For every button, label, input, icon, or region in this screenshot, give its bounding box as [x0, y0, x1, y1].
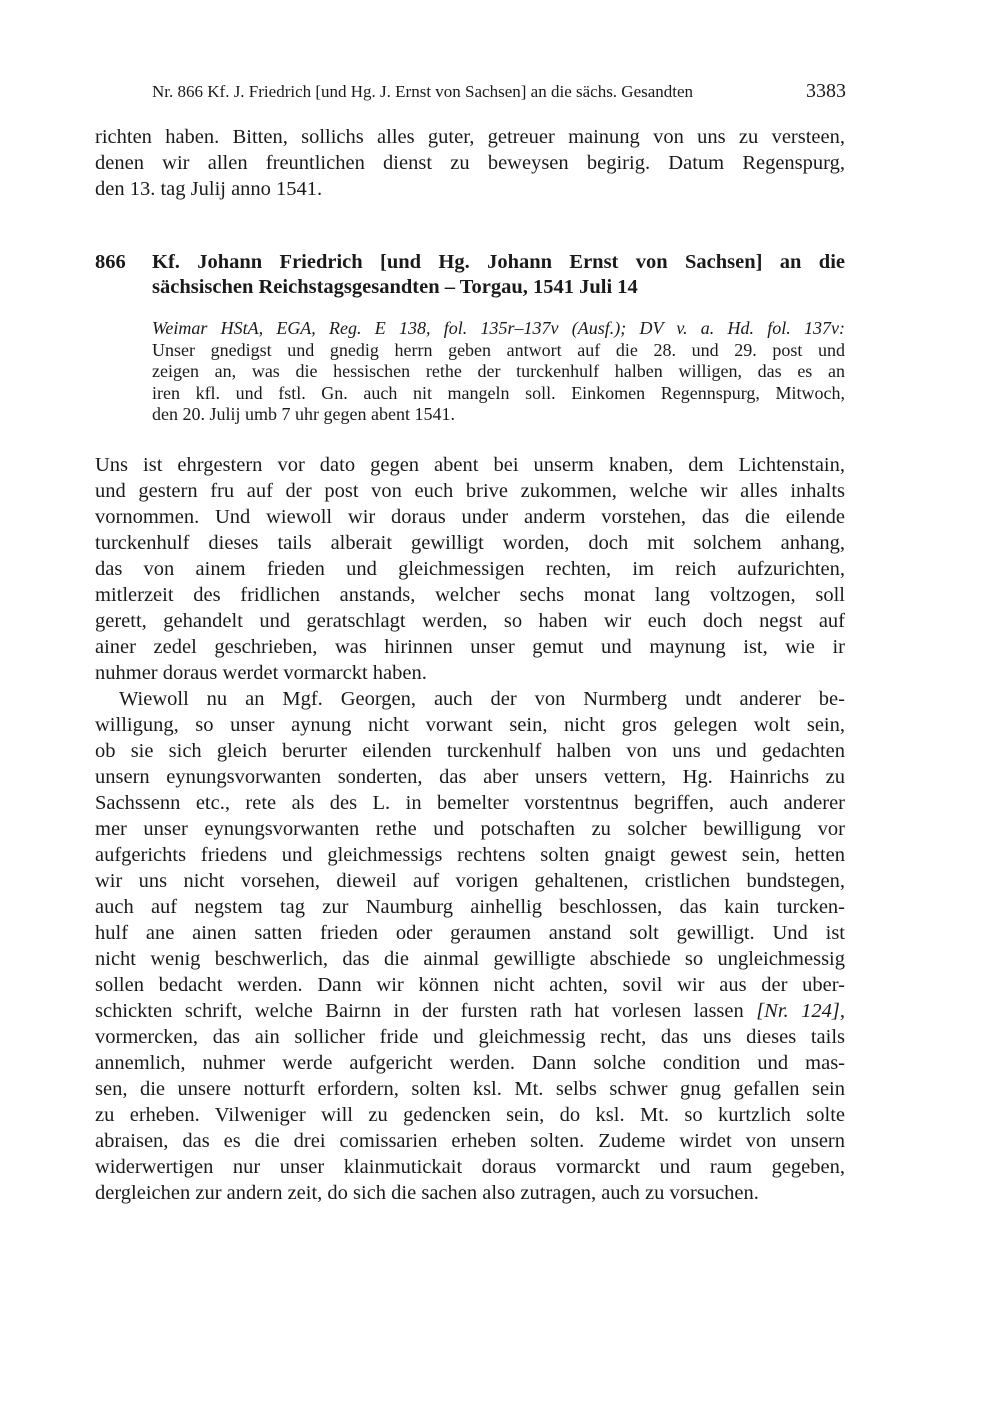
- source-line: iren kfl. und fstl. Gn. auch nit mangeln soll. Einkomen Regennspurg, Mitwoch,: [152, 382, 845, 403]
- text-line: Sachssenn etc., rete als des L. in bemelter vorstentnus begriffen, auch anderer: [95, 792, 845, 814]
- text-line: den 13. tag Julij anno 1541.: [95, 178, 323, 200]
- paragraph-2: [95, 686, 845, 1206]
- text-line: turckenhulf dieses tails alberait gewilligt worden, doch mit solchem anhang,: [95, 532, 845, 554]
- text-line: dergleichen zur andern zeit, do sich die sachen also zutragen, auch zu vorsuchen.: [95, 1182, 759, 1204]
- text-line: annemlich, nuhmer werde aufgericht werden. Dann solche condition und mas-: [95, 1052, 845, 1074]
- source-line: den 20. Julij umb 7 uhr gegen abent 1541.: [152, 404, 455, 424]
- text-line: vormercken, das ain sollicher fride und gleichmessig recht, das uns dieses tails: [95, 1026, 845, 1048]
- source-note: [152, 318, 845, 426]
- text-line: richten haben. Bitten, sollichs alles guter, getreuer mainung von uns zu versteen,: [95, 126, 845, 148]
- document-number: 866: [95, 251, 126, 273]
- text-line: sen, die unsere notturft erfordern, solten ksl. Mt. selbs schwer gnug gefallen sein: [95, 1078, 845, 1100]
- text-line: Wiewoll nu an Mgf. Georgen, auch der von Nurmberg undt anderer be-: [119, 688, 845, 710]
- heading-line: sächsischen Reichstagsgesandten – Torgau, 1541 Juli 14: [152, 276, 638, 298]
- source-line: zeigen an, was die hessischen rethe der turckenhulf halben willigen, das es an: [152, 361, 845, 381]
- text-line: denen wir allen freuntlichen dienst zu beweysen begirig. Datum Regenspurg,: [95, 152, 845, 174]
- text-line: abraisen, das es die drei comissarien erheben solten. Zudeme wirdet von unsern: [95, 1130, 845, 1152]
- text-line: mitlerzeit des fridlichen anstands, welcher sechs monat lang voltzogen, soll: [95, 584, 845, 606]
- text-line: aufgerichts friedens und gleichmessigs rechtens solten gnaigt gewest sein, hetten: [95, 844, 845, 866]
- text-line: nuhmer doraus werdet vormarckt haben.: [95, 662, 427, 684]
- text-line: gerett, gehandelt und geratschlagt werden, so haben wir euch doch negst auf: [95, 610, 845, 632]
- text-line: zu erheben. Vilweniger will zu gedencken sein, do ksl. Mt. so kurtzlich solte: [95, 1104, 845, 1126]
- running-header: [152, 80, 846, 103]
- text-line: schickten schrift, welche Bairnn in der fursten rath hat vorlesen lassen [Nr. 124],: [95, 1000, 845, 1022]
- source-citation: Weimar HStA, EGA, Reg. E 138, fol. 135r–137v (Ausf.); DV v. a. Hd. fol. 137v:: [152, 318, 845, 338]
- page-number: 3383: [806, 80, 846, 102]
- text-line: willigung, so unser aynung nicht vorwant sein, nicht gros gelegen wolt sein,: [95, 714, 845, 736]
- text-line: sollen bedacht werden. Dann wir können nicht achten, sovil wir aus der uber-: [95, 974, 845, 996]
- previous-document-ending: [95, 124, 845, 202]
- text-line: vornommen. Und wiewoll wir doraus under anderm vorstehen, das die eilende: [95, 506, 845, 528]
- text-line: nicht wenig beschwerlich, das die ainmal gewilligte abschiede so ungleichmessig: [95, 948, 845, 970]
- cross-reference: [Nr. 124]: [756, 1000, 840, 1022]
- paragraph-1: [95, 452, 845, 686]
- text-line: ainer zedel geschrieben, was hirinnen unser gemut und maynung ist, wie ir: [95, 636, 845, 658]
- running-title: Nr. 866 Kf. J. Friedrich [und Hg. J. Ernst von Sachsen] an die sächs. Gesandten: [152, 82, 694, 101]
- text-line: mer unser eynungsvorwanten rethe und potschaften zu solcher bewilligung vor: [95, 818, 845, 840]
- text-line: ob sie sich gleich berurter eilenden turckenhulf halben von uns und gedachten: [95, 740, 845, 762]
- text-line: unsern eynungsvorwanten sonderten, das aber unsers vettern, Hg. Hainrichs zu: [95, 766, 845, 788]
- text-line: hulf ane ainen satten frieden oder geraumen anstand solt gewilligt. Und ist: [95, 922, 845, 944]
- text-line: und gestern fru auf der post von euch brive zukommen, welche wir alles inhalts: [95, 480, 845, 502]
- heading-line: Kf. Johann Friedrich [und Hg. Johann Ernst von Sachsen] an die: [152, 251, 845, 273]
- text-line: Uns ist ehrgestern vor dato gegen abent bei unserm knaben, dem Lichtenstain,: [95, 454, 845, 476]
- text-line: auch auf negstem tag zur Naumburg ainhellig beschlossen, das kain turcken-: [95, 896, 845, 918]
- source-line: Unser gnedigst und gnedig herrn geben antwort auf die 28. und 29. post und: [152, 339, 845, 360]
- text-line: widerwertigen nur unser klainmutickait doraus vormarckt und raum gegeben,: [95, 1156, 845, 1178]
- text-line: wir uns nicht vorsehen, dieweil auf vorigen gehaltenen, cristlichen bundstegen,: [95, 870, 845, 892]
- text-line: das von ainem frieden und gleichmessigen rechten, im reich aufzurichten,: [95, 558, 845, 580]
